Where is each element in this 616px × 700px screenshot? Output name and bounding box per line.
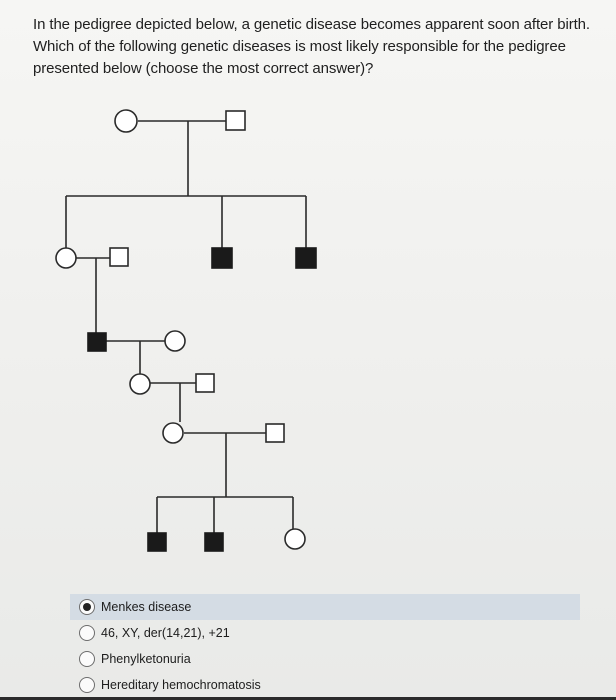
answer-label: Menkes disease (101, 600, 192, 614)
answer-option-robertsonian[interactable] (70, 620, 580, 646)
female-unaffected-symbol (165, 331, 185, 351)
answer-option-menkes[interactable] (70, 594, 580, 620)
female-unaffected-symbol (163, 423, 183, 443)
radio-icon[interactable] (79, 651, 95, 667)
radio-icon[interactable] (79, 625, 95, 641)
male-affected-symbol (88, 333, 106, 351)
female-unaffected-symbol (115, 110, 137, 132)
answer-option-hemochromatosis[interactable] (70, 672, 580, 698)
answer-label: 46, XY, der(14,21), +21 (101, 626, 230, 640)
male-unaffected-symbol (226, 111, 245, 130)
female-unaffected-symbol (285, 529, 305, 549)
male-unaffected-symbol (196, 374, 214, 392)
male-unaffected-symbol (110, 248, 128, 266)
answer-options (70, 594, 580, 698)
answer-label: Hereditary hemochromatosis (101, 678, 261, 692)
male-affected-symbol (296, 248, 316, 268)
female-unaffected-symbol (56, 248, 76, 268)
question-text: In the pedigree depicted below, a genetic disease becomes apparent soon after birth. Which of the following genetic diseases is most likely responsible for the pedigree presented below (choose the most correct answer)? (33, 16, 590, 77)
male-unaffected-symbol (266, 424, 284, 442)
radio-icon[interactable] (79, 677, 95, 693)
male-affected-symbol (205, 533, 223, 551)
female-unaffected-symbol (130, 374, 150, 394)
male-affected-symbol (148, 533, 166, 551)
answer-option-phenylketonuria[interactable] (70, 646, 580, 672)
male-affected-symbol (212, 248, 232, 268)
answer-label: Phenylketonuria (101, 652, 191, 666)
radio-selected-icon[interactable] (79, 599, 95, 615)
